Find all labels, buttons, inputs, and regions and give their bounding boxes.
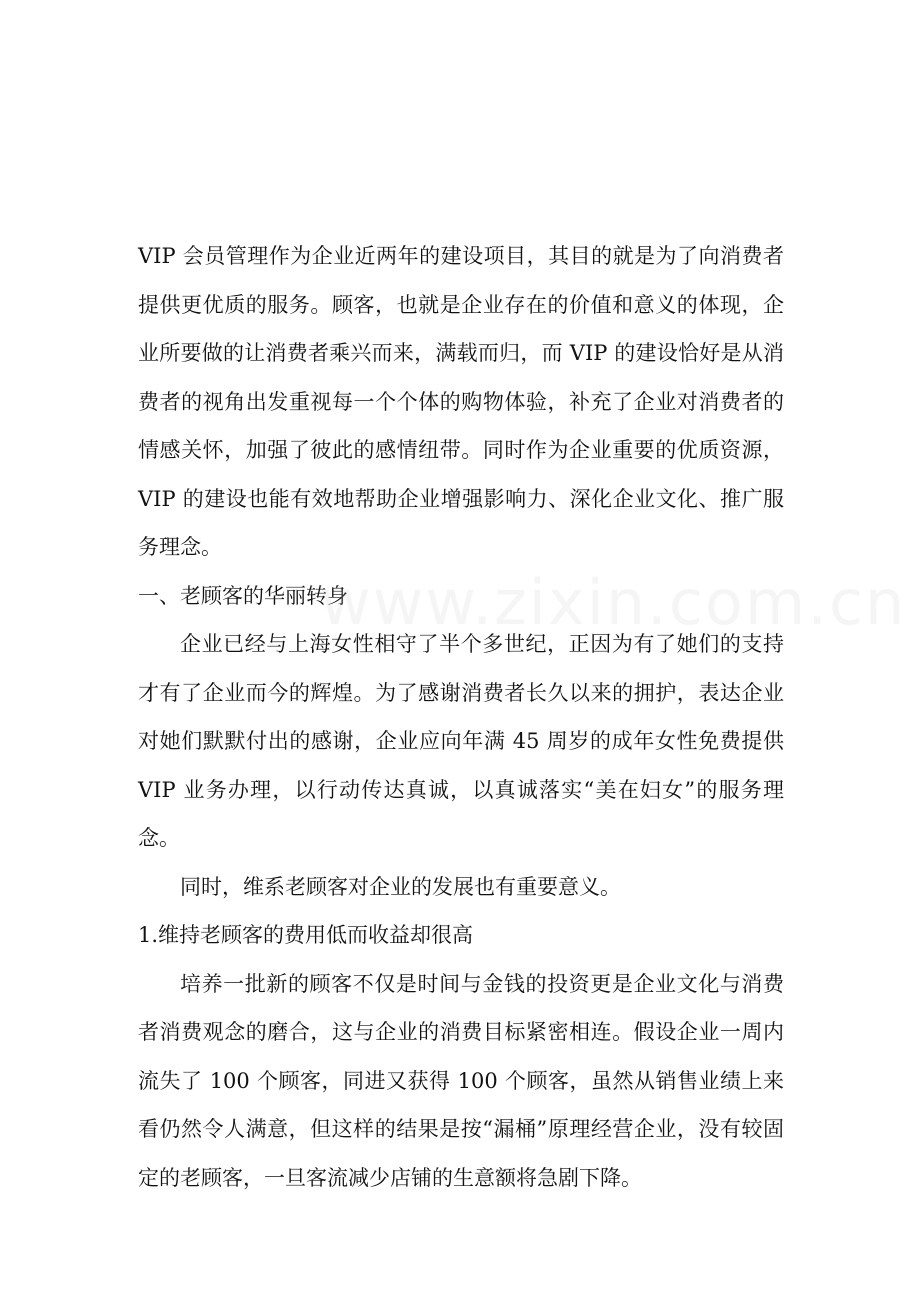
- paragraph-intro: VIP 会员管理作为企业近两年的建设项目，其目的就是为了向消费者提供更优质的服务。顾客，也就是企业存在的价值和意义的体现，企业所要做的让消费者乘兴而来，满载而归，而 VIP 的建设恰好是从消费者的视角出发重视每一个个体的购物体验，补充了企业对消费者的情感关怀，加强了彼此的感情纽带。同时作为企业重要的优质资源，VIP 的建设也能有效地帮助企业增强影响力、深化企业文化、推广服务理念。: [138, 244, 784, 559]
- paragraph-new-customers: 培养一批新的顾客不仅是时间与金钱的投资更是企业文化与消费者消费观念的磨合，这与企业的消费目标紧密相连。假设企业一周内流失了 100 个顾客，同进又获得 100 个顾客，虽然从销售业绩上来看仍然令人满意，但这样的结果是按“漏桶”原理经营企业，没有较固定的老顾客，一旦客流减少店铺的生意额将急剧下降。: [138, 971, 784, 1190]
- paragraph-shanghai-women: 企业已经与上海女性相守了半个多世纪，正因为有了她们的支持才有了企业而今的辉煌。为了感谢消费者长久以来的拥护，表达企业对她们默默付出的感谢，企业应向年满 45 周岁的成年女性免费提供 VIP 业务办理，以行动传达真诚，以真诚落实“美在妇女”的服务理念。: [138, 632, 784, 850]
- paragraph-retention-significance: 同时，维系老顾客对企业的发展也有重要意义。: [180, 874, 621, 899]
- watermark: www.zixin.com.cn: [320, 566, 907, 639]
- section-heading-old-customers: 一、老顾客的华丽转身: [138, 583, 348, 608]
- subsection-heading-low-cost: 1.维持老顾客的费用低而收益却很高: [138, 923, 474, 947]
- document-body: [138, 232, 784, 1202]
